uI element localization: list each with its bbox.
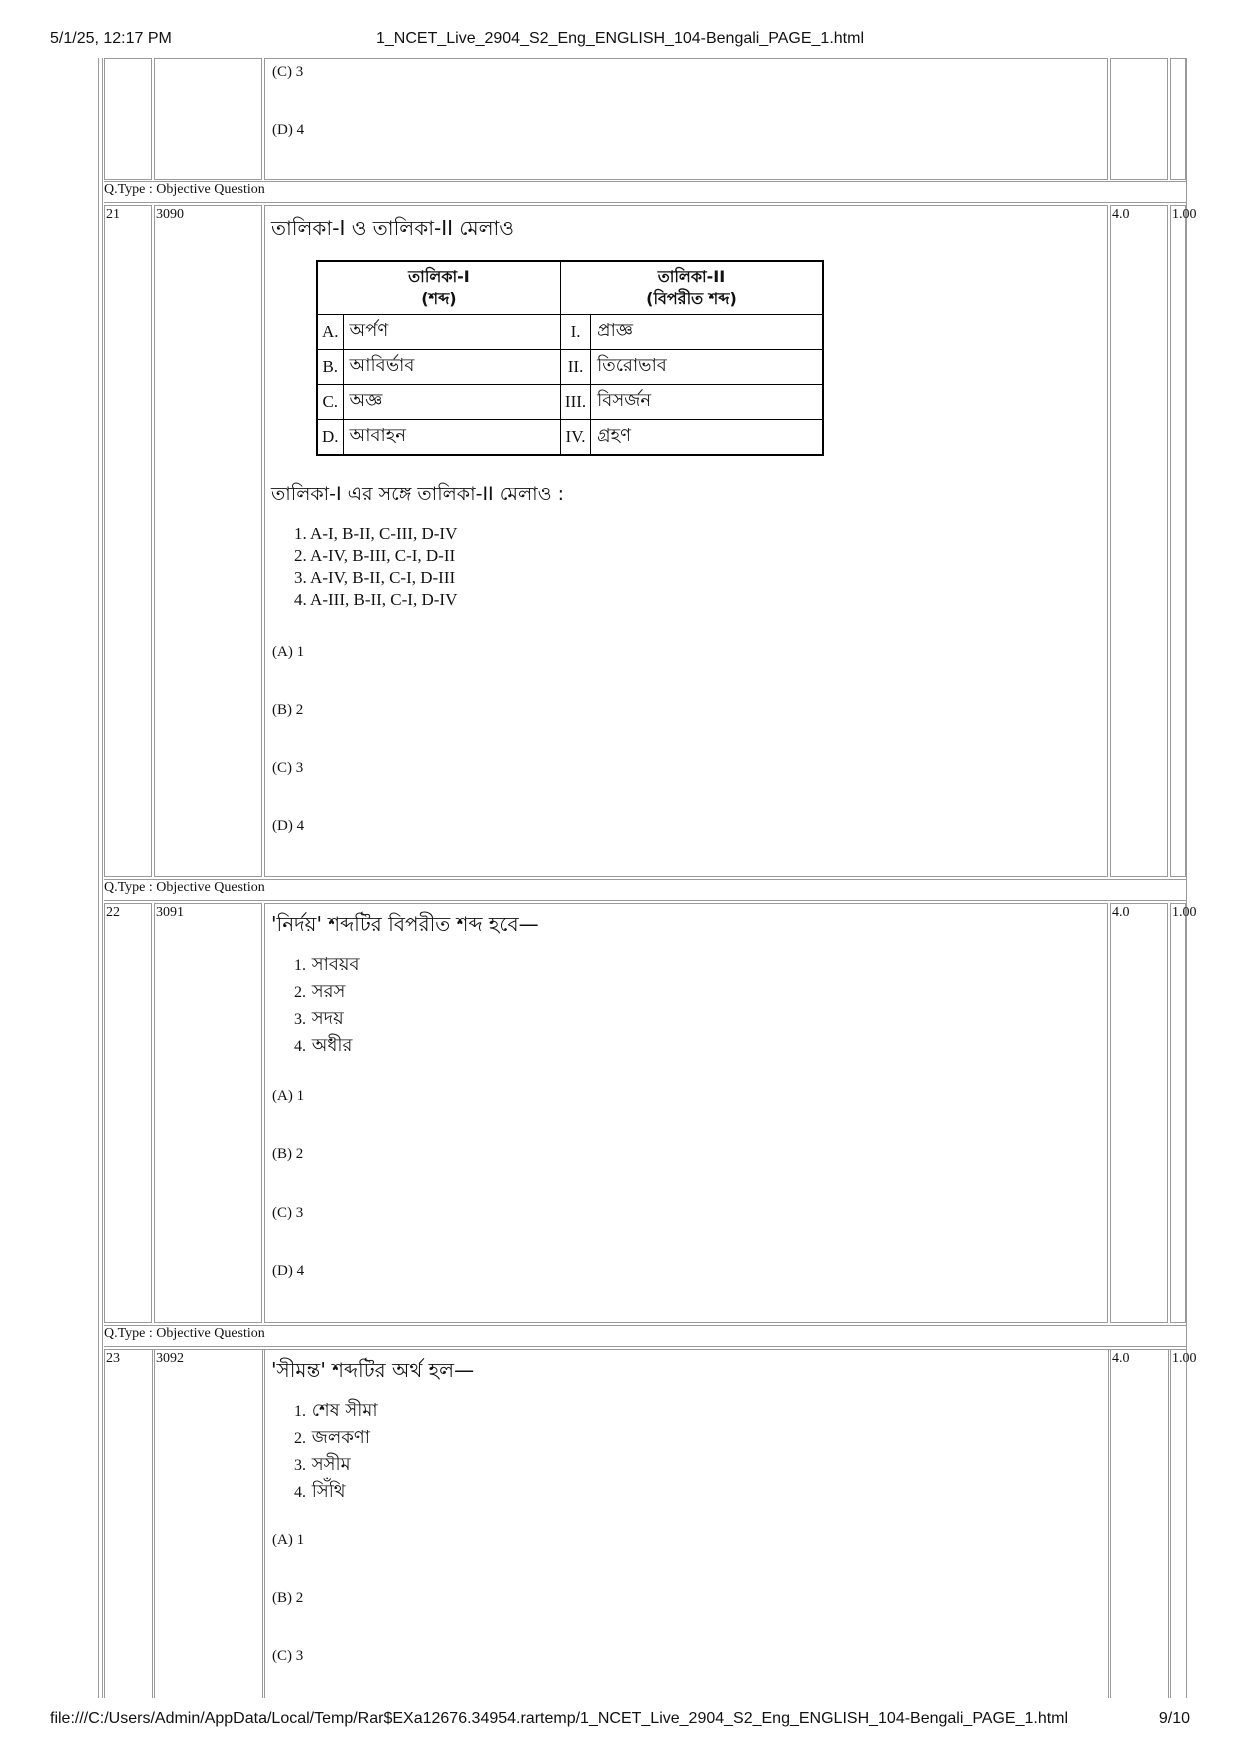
row-separator xyxy=(104,900,1186,901)
choice-item: 4. অধীর xyxy=(294,1035,353,1056)
option-d: (D) 4 xyxy=(272,122,305,138)
page-number: 9/10 xyxy=(1158,1710,1190,1727)
question-sno: 22 xyxy=(106,905,120,920)
q23-border xyxy=(264,1349,265,1698)
match-table-row: C. অজ্ঞ III. বিসর্জন xyxy=(317,384,823,419)
carry-cell-sno xyxy=(104,58,152,180)
carry-cell-qid xyxy=(154,58,262,180)
choice-item: 1. A-I, B-II, C-III, D-IV xyxy=(294,524,458,543)
option-a: (A) 1 xyxy=(272,1532,305,1548)
qtype-label: Q.Type : Objective Question xyxy=(104,182,265,197)
question-marks: 4.0 xyxy=(1112,905,1130,920)
option-d: (D) 4 xyxy=(272,1263,305,1279)
q23-border xyxy=(1170,1349,1171,1698)
row-separator xyxy=(104,879,1186,880)
q23-border xyxy=(1168,1349,1169,1698)
question-prompt: তালিকা-I এর সঙ্গে তালিকা-II মেলাও : xyxy=(271,483,565,505)
choice-item: 4. A-III, B-II, C-I, D-IV xyxy=(294,590,458,609)
choice-item: 2. A-IV, B-III, C-I, D-II xyxy=(294,546,456,565)
choice-item: 3. সদয় xyxy=(294,1008,344,1029)
choice-item: 1. শেষ সীমা xyxy=(294,1400,378,1421)
q22-cell-marks xyxy=(1110,903,1168,1323)
question-marks: 4.0 xyxy=(1112,207,1130,222)
option-c: (C) 3 xyxy=(272,1648,304,1664)
q21-cell-qid xyxy=(154,205,262,877)
question-id: 3091 xyxy=(156,905,184,920)
option-b: (B) 2 xyxy=(272,1590,304,1606)
match-table-row: A. অর্পণ I. প্রাজ্ঞ xyxy=(317,315,823,350)
question-stem: 'নির্দয়' শব্দটির বিপরীত শব্দ হবে— xyxy=(271,912,539,936)
qtype-label: Q.Type : Objective Question xyxy=(104,880,265,895)
carry-cell-question xyxy=(264,58,1108,180)
print-footer xyxy=(50,1710,1190,1732)
outer-left-border xyxy=(98,58,99,1698)
row-separator xyxy=(104,202,1186,203)
q23-border xyxy=(1110,1349,1111,1698)
question-stem: তালিকা-I ও তালিকা-II মেলাও xyxy=(271,216,515,240)
outer-left-border-inner xyxy=(102,58,103,1698)
option-c: (C) 3 xyxy=(272,760,304,776)
question-marks: 4.0 xyxy=(1112,1351,1130,1366)
option-d: (D) 4 xyxy=(272,818,305,834)
q21-cell-sno xyxy=(104,205,152,877)
choice-item: 1. সাবয়ব xyxy=(294,954,360,975)
row-separator xyxy=(104,1346,1186,1347)
question-negative: 1.00 xyxy=(1172,207,1197,222)
match-col2-header: তালিকা-II (বিপরীত শব্দ) xyxy=(560,261,823,315)
q22-cell-qid xyxy=(154,903,262,1323)
q23-border xyxy=(262,1349,263,1698)
carry-cell-negative xyxy=(1170,58,1186,180)
match-table-row: B. আবির্ভাব II. তিরোভাব xyxy=(317,349,823,384)
qtype-label: Q.Type : Objective Question xyxy=(104,1326,265,1341)
print-timestamp: 5/1/25, 12:17 PM xyxy=(50,30,172,47)
choice-list xyxy=(294,952,360,1060)
row-separator xyxy=(104,1325,1186,1326)
q22-cell-sno xyxy=(104,903,152,1323)
print-title: 1_NCET_Live_2904_S2_Eng_ENGLISH_104-Bengali_PAGE_1.html xyxy=(375,30,864,47)
q23-top-border xyxy=(104,1349,1186,1350)
choice-item: 3. A-IV, B-II, C-I, D-III xyxy=(294,568,456,587)
question-sno: 21 xyxy=(106,207,120,222)
question-sno: 23 xyxy=(106,1351,120,1366)
match-col1-header: তালিকা-I (শব্দ) xyxy=(317,261,560,315)
question-id: 3092 xyxy=(156,1351,184,1366)
question-stem: 'সীমন্ত' শব্দটির অর্থ হল— xyxy=(271,1358,475,1382)
match-table xyxy=(316,260,824,456)
option-a: (A) 1 xyxy=(272,1088,305,1104)
choice-item: 4. সিঁথি xyxy=(294,1481,346,1502)
row-separator xyxy=(104,181,1186,182)
option-c: (C) 3 xyxy=(272,64,304,80)
print-file-path: file:///C:/Users/Admin/AppData/Local/Temp/Rar$EXa12676.34954.rartemp/1_NCET_Live_2904_S2_Eng_ENGLISH_104-Bengali_PAGE_1.html xyxy=(50,1710,1069,1727)
option-b: (B) 2 xyxy=(272,1146,304,1162)
choice-list xyxy=(294,523,457,611)
q23-border xyxy=(152,1349,153,1698)
q23-border xyxy=(154,1349,155,1698)
match-table-row: D. আবাহন IV. গ্রহণ xyxy=(317,419,823,455)
question-id: 3090 xyxy=(156,207,184,222)
option-a: (A) 1 xyxy=(272,644,305,660)
option-c: (C) 3 xyxy=(272,1205,304,1221)
choice-item: 2. সরস xyxy=(294,981,346,1002)
choice-list xyxy=(294,1398,378,1506)
q23-border xyxy=(1108,1349,1109,1698)
outer-right-border xyxy=(1186,58,1187,1698)
choice-item: 3. সসীম xyxy=(294,1454,351,1475)
choice-item: 2. জলকণা xyxy=(294,1427,370,1448)
carry-cell-marks xyxy=(1110,58,1168,180)
q21-cell-marks xyxy=(1110,205,1168,877)
question-negative: 1.00 xyxy=(1172,1351,1197,1366)
q21-cell-negative xyxy=(1170,205,1197,877)
option-b: (B) 2 xyxy=(272,702,304,718)
q22-cell-question xyxy=(264,903,1108,1323)
q23-border xyxy=(104,1349,105,1698)
question-negative: 1.00 xyxy=(1172,905,1197,920)
match-table-header-row xyxy=(317,261,823,315)
q22-cell-negative xyxy=(1170,903,1197,1323)
